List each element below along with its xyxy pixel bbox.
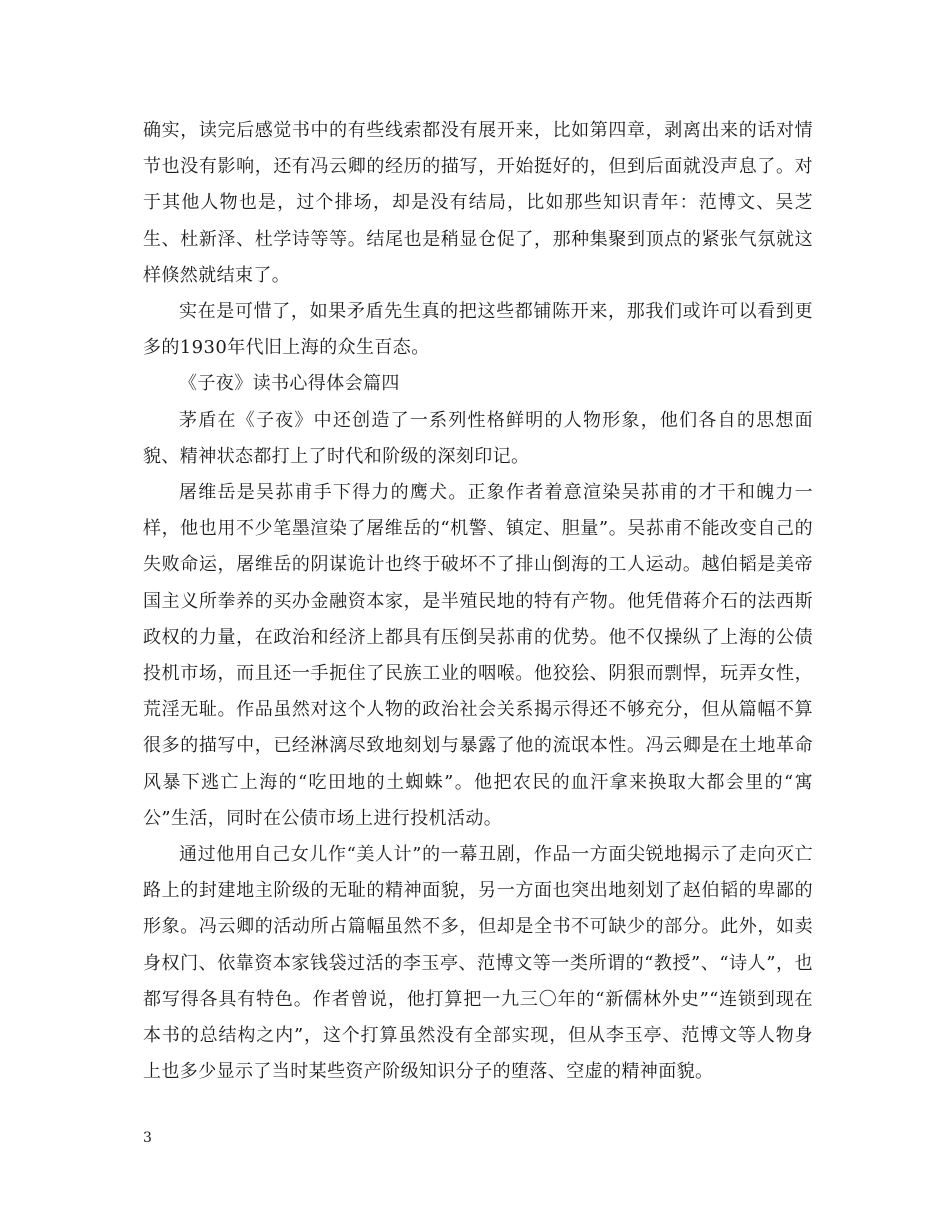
paragraph-feng-yunqing: 通过他用自己女儿作“美人计”的一幕丑剧，作品一方面尖锐地揭示了走向灭亡路上的封建地主阶级的无耻的精神面貌，另一方面也突出地刻划了赵伯韬的卑鄙的形象。冯云卿的活动所占篇幅虽然不多，但却是全书不可缺少的部分。此外，如卖身权门、依靠资本家钱袋过活的李玉亭、范博文等一类所谓的“教授”、“诗人”，也都写得各具有特色。作者曾说，他打算把一九三〇年的“新儒林外史”“连锁到现在本书的总结构之内”，这个打算虽然没有全部实现，但从李玉亭、范博文等人物身上也多少显示了当时某些资产阶级知识分子的堕落、空虚的精神面貌。 bbox=[143, 844, 813, 1083]
paragraph-plot-threads: 确实，读完后感觉书中的有些线索都没有展开来，比如第四章，剥离出来的话对情节也没有影响，还有冯云卿的经历的描写，开始挺好的，但到后面就没声息了。对于其他人物也是，过个排场，却是没有结局，比如那些知识青年：范博文、吴芝生、杜新泽、杜学诗等等。结尾也是稍显仓促了，那种集聚到顶点的紧张气氛就这样倏然就结束了。 bbox=[143, 120, 813, 286]
page-number: 3 bbox=[143, 1130, 152, 1146]
paragraph-regret: 实在是可惜了，如果矛盾先生真的把这些都铺陈开来，那我们或许可以看到更多的1930年代旧上海的众生百态。 bbox=[143, 301, 813, 359]
paragraph-character-analysis: 屠维岳是吴荪甫手下得力的鹰犬。正象作者着意渲染吴荪甫的才干和魄力一样，他也用不少笔墨渲染了屠维岳的“机警、镇定、胆量”。吴荪甫不能改变自己的失败命运，屠维岳的阴谋诡计也终于破坏不了排山倒海的工人运动。越伯韬是美帝国主义所拳养的买办金融资本家，是半殖民地的特有产物。他凭借蒋介石的法西斯政权的力量，在政治和经济上都具有压倒吴荪甫的优势。他不仅操纵了上海的公债投机市场，而且还一手扼住了民族工业的咽喉。他狡狯、阴狠而剽悍，玩弄女性，荒淫无耻。作品虽然对这个人物的政治社会关系揭示得还不够充分，但从篇幅不算很多的描写中，已经淋漓尽致地刻划与暴露了他的流氓本性。冯云卿是在土地革命风暴下逃亡上海的“吃田地的土蜘蛛”。他把农民的血汗拿来换取大都会里的“寓公”生活，同时在公债市场上进行投机活动。 bbox=[143, 482, 813, 829]
document-body bbox=[143, 113, 813, 1090]
section-heading: 《子夜》读书心得体会篇四 bbox=[179, 373, 400, 395]
paragraph-characters-intro: 茅盾在《子夜》中还创造了一系列性格鲜明的人物形象，他们各自的思想面貌、精神状态都打上了时代和阶级的深刻印记。 bbox=[143, 409, 813, 467]
